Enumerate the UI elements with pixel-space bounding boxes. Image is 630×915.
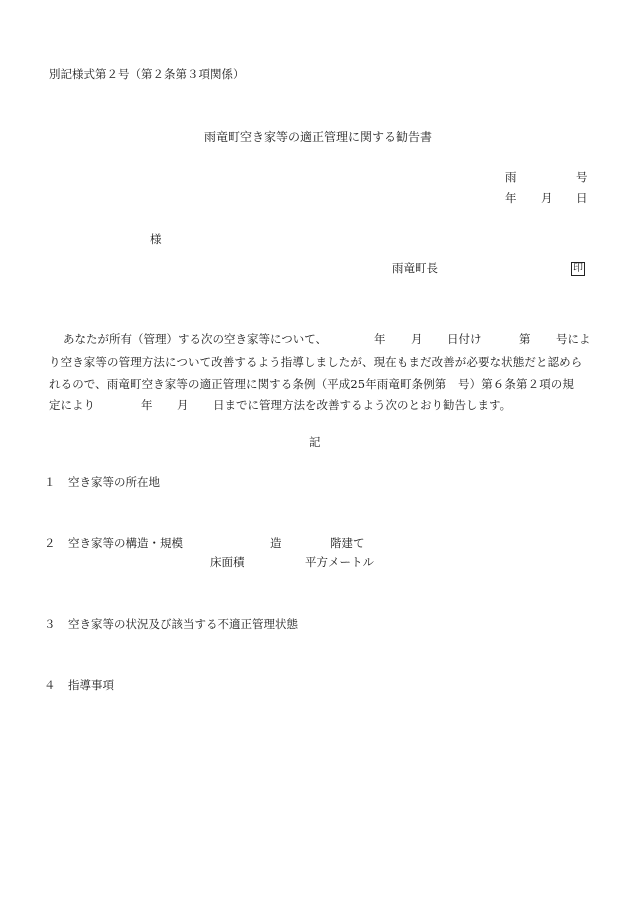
date-day: 日 bbox=[576, 191, 588, 205]
body-line-1-month: 月 bbox=[411, 332, 423, 346]
body-line-1-text: あなたが所有（管理）する次の空き家等について、 bbox=[63, 332, 328, 346]
form-label: 別記様式第２号（第２条第３項関係） bbox=[49, 67, 245, 81]
item-3-label: 空き家等の状況及び該当する不適正管理状態 bbox=[68, 617, 298, 631]
body-line-3: れるので、雨竜町空き家等の適正管理に関する条例（平成25年雨竜町条例第 号）第６条第２項の規 bbox=[49, 377, 574, 391]
body-line-4-year: 年 bbox=[141, 398, 153, 412]
body-line-4-rest: 日までに管理方法を改善するよう次のとおり勧告します。 bbox=[213, 398, 512, 412]
item-1-number: １ bbox=[44, 475, 56, 489]
date-month: 月 bbox=[541, 191, 553, 205]
document-number-prefix: 雨 bbox=[505, 170, 517, 184]
body-line-1-dai: 第 bbox=[519, 332, 531, 346]
page-title: 雨竜町空き家等の適正管理に関する勧告書 bbox=[204, 130, 433, 144]
body-line-4-month: 月 bbox=[177, 398, 189, 412]
body-line-2: り空き家等の管理方法について改善するよう指導しましたが、現在もまだ改善が必要な状態だと認めら bbox=[49, 355, 583, 369]
ki-heading: 記 bbox=[309, 435, 321, 449]
addressee-suffix: 様 bbox=[150, 232, 162, 246]
item-2-floors: 階建て bbox=[330, 536, 365, 550]
item-4-number: ４ bbox=[44, 678, 56, 692]
body-line-1-year: 年 bbox=[374, 332, 386, 346]
item-2-label: 空き家等の構造・規模 bbox=[68, 536, 183, 550]
issuer-name: 雨竜町長 bbox=[392, 261, 438, 275]
item-3-number: ３ bbox=[44, 617, 56, 631]
item-4-label: 指導事項 bbox=[68, 678, 114, 692]
body-line-1-go: 号によ bbox=[556, 332, 591, 346]
date-year: 年 bbox=[505, 191, 517, 205]
item-2-number: ２ bbox=[44, 536, 56, 550]
item-2-unit: 平方メートル bbox=[305, 555, 374, 569]
document-number-suffix: 号 bbox=[576, 170, 588, 184]
body-line-1-dated: 日付け bbox=[447, 332, 482, 346]
seal-mark: 印 bbox=[573, 263, 583, 274]
item-2-floor-area: 床面積 bbox=[210, 555, 245, 569]
item-2-structure: 造 bbox=[270, 536, 282, 550]
body-line-4-text: 定により bbox=[49, 398, 95, 412]
item-1-label: 空き家等の所在地 bbox=[68, 475, 160, 489]
